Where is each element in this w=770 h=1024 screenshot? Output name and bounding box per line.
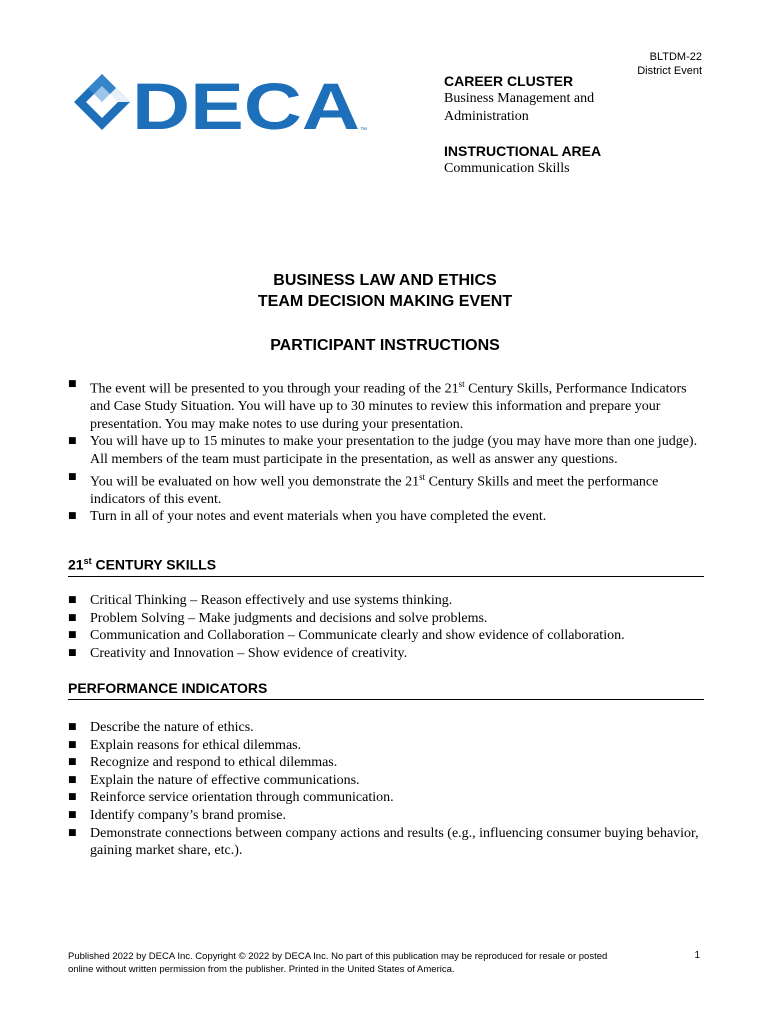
- bullet-icon: ■: [68, 471, 77, 482]
- bullet-icon: ■: [68, 739, 77, 750]
- list-item: ■ Critical Thinking – Reason effectively and use systems thinking.: [68, 593, 453, 608]
- bullet-icon: ■: [68, 511, 77, 522]
- diamond-logo-icon: [74, 74, 130, 130]
- bullet-icon: ■: [68, 595, 77, 605]
- list-item: ■ Describe the nature of ethics.: [68, 720, 254, 735]
- career-cluster-value-line1: Business Management and: [444, 91, 595, 106]
- event-level: District Event: [637, 65, 702, 77]
- page-number: 1: [694, 950, 700, 961]
- event-title-line2: TEAM DECISION MAKING EVENT: [257, 293, 513, 310]
- bullet-icon: ■: [68, 612, 77, 623]
- list-item: ■ Creativity and Innovation – Show evidence of creativity.: [68, 645, 408, 661]
- footer-line1: Published 2022 by DECA Inc. Copyright © 2022 by DECA Inc. No part of this publication may be reproduced for resale or posted: [68, 951, 608, 962]
- list-item: ■ Demonstrate connections between company actions and results (e.g., influencing consumer buying behavior, gaining market share, etc.).: [68, 825, 699, 859]
- instructional-area-value: Communication Skills: [444, 161, 570, 176]
- event-title-block: [0, 270, 770, 356]
- career-cluster-block: [444, 72, 724, 178]
- career-cluster-heading: CAREER CLUSTER: [444, 73, 574, 89]
- document-code: BLTDM-22: [649, 51, 702, 63]
- bullet-icon: ■: [68, 774, 77, 785]
- list-item: ■ Reinforce service orientation through communication.: [68, 790, 394, 806]
- copyright-footer: [68, 950, 668, 976]
- list-item: ■ Communication and Collaboration – Communicate clearly and show evidence of collaboration.: [68, 628, 625, 644]
- list-item: ■ You will be evaluated on how well you demonstrate the 21st Century Skills and meet the performance indicators of this event.: [68, 469, 704, 509]
- trademark-mark: ™: [360, 127, 367, 134]
- participant-instructions-heading: PARTICIPANT INSTRUCTIONS: [270, 337, 500, 354]
- bullet-icon: ■: [68, 647, 77, 658]
- bullet-icon: ■: [68, 436, 77, 447]
- career-cluster-value-line2: Administration: [444, 109, 529, 124]
- skills-list: [68, 592, 704, 662]
- list-item: ■ The event will be presented to you through your reading of the 21st Century Skills, Performance Indicators and Case Study Situation. You will have up to 30 minutes to review this information and prepare your presentation. You may make notes to use during your presentation.: [68, 376, 704, 433]
- list-item: ■ Turn in all of your notes and event materials when you have completed the event.: [68, 509, 547, 525]
- instructions-list: [68, 376, 704, 526]
- bullet-icon: ■: [68, 792, 77, 803]
- list-item: ■ Recognize and respond to ethical dilemmas.: [68, 755, 338, 771]
- list-item: ■ Problem Solving – Make judgments and decisions and solve problems.: [68, 610, 488, 626]
- list-item: ■ You will have up to 15 minutes to make your presentation to the judge (you may have more than one judge). All members of the team must participate in the presentation, as well as answer any questions.: [68, 434, 698, 468]
- bullet-icon: ■: [68, 630, 77, 641]
- deca-logo: [72, 72, 372, 138]
- performance-section-heading: PERFORMANCE INDICATORS: [68, 680, 704, 700]
- list-item: ■ Explain the nature of effective communications.: [68, 772, 360, 788]
- list-item: ■ Identify company’s brand promise.: [68, 807, 286, 823]
- list-item: ■ Explain reasons for ethical dilemmas.: [68, 737, 302, 753]
- event-title-line1: BUSINESS LAW AND ETHICS: [273, 272, 497, 289]
- footer-line2: online without written permission from the publisher. Printed in the United States of America.: [68, 964, 455, 975]
- performance-list: [68, 719, 704, 860]
- instructional-area-heading: INSTRUCTIONAL AREA: [444, 143, 602, 159]
- bullet-icon: ■: [68, 722, 77, 732]
- bullet-icon: ■: [68, 757, 77, 768]
- bullet-icon: ■: [68, 379, 77, 389]
- skills-section-heading: 21st CENTURY SKILLS: [68, 553, 704, 577]
- bullet-icon: ■: [68, 827, 77, 838]
- bullet-icon: ■: [68, 809, 77, 820]
- logo-wordmark: DECA: [132, 72, 360, 138]
